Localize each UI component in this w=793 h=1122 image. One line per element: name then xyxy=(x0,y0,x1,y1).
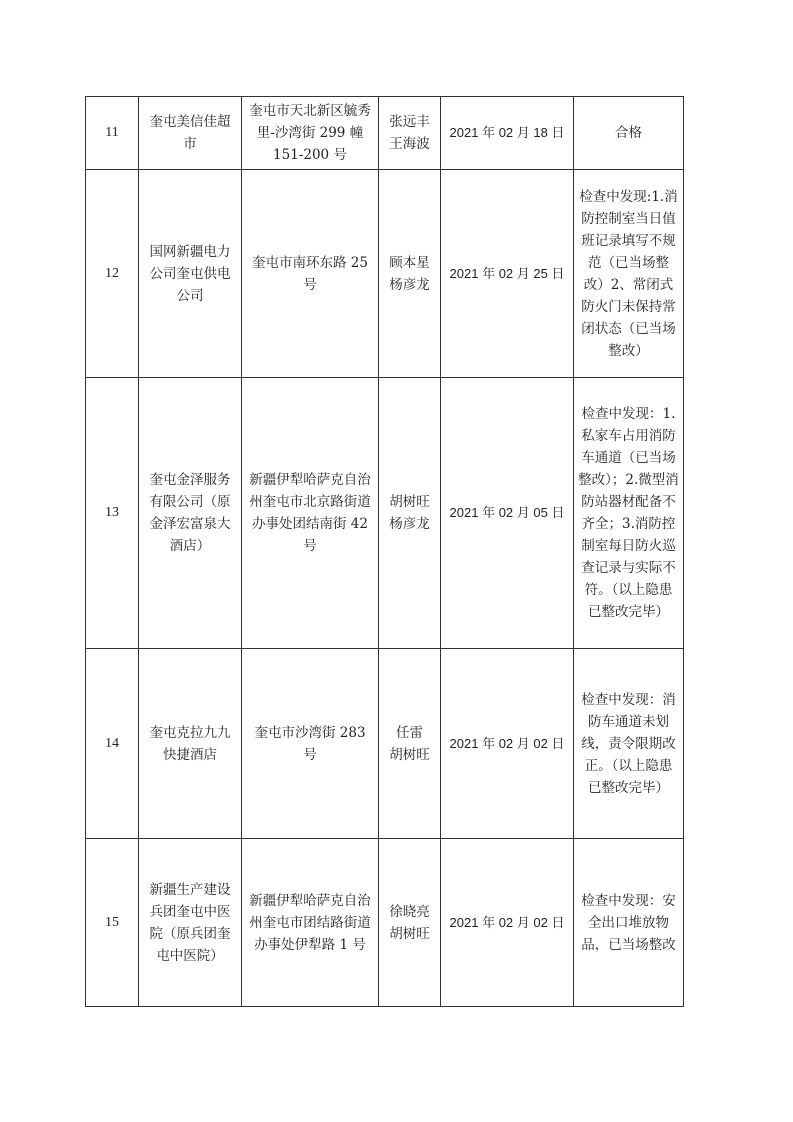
row-number: 15 xyxy=(86,839,139,1007)
inspection-date: 2021 年 02 月 02 日 xyxy=(441,839,574,1007)
inspector-name: 顾本星 xyxy=(389,254,430,271)
inspectors xyxy=(379,170,441,378)
unit-name: 新疆生产建设兵团奎屯中医院（原兵团奎屯中医院） xyxy=(139,839,242,1007)
inspectors xyxy=(379,649,441,839)
unit-name: 奎屯金泽服务有限公司（原金泽宏富泉大酒店） xyxy=(139,378,242,649)
inspection-result: 检查中发现：消防车通道未划线，责令限期改正。（以上隐患已整改完毕） xyxy=(574,649,684,839)
unit-address: 奎屯市天北新区毓秀里-沙湾街 299 幢 151-200 号 xyxy=(242,97,379,170)
inspection-date: 2021 年 02 月 02 日 xyxy=(441,649,574,839)
inspection-date: 2021 年 02 月 25 日 xyxy=(441,170,574,378)
unit-address: 新疆伊犁哈萨克自治州奎屯市团结路街道办事处伊犁路 1 号 xyxy=(242,839,379,1007)
inspector-name: 王海波 xyxy=(389,136,430,152)
unit-name: 奎屯美信佳超市 xyxy=(139,97,242,170)
unit-address: 奎屯市南环东路 25 号 xyxy=(242,170,379,378)
inspection-date: 2021 年 02 月 18 日 xyxy=(441,97,574,170)
inspection-result: 合格 xyxy=(574,97,684,170)
table-row xyxy=(86,378,684,649)
inspector-name: 胡树旺 xyxy=(389,925,430,942)
inspection-result: 检查中发现：安全出口堆放物品，已当场整改 xyxy=(574,839,684,1007)
inspector-name: 徐晓亮 xyxy=(389,903,430,920)
table-row xyxy=(86,649,684,839)
row-number: 11 xyxy=(86,97,139,170)
inspection-result: 检查中发现：1.私家车占用消防车通道（已当场整改）；2.微型消防站器材配备不齐全；3.消防控制室每日防火巡查记录与实际不符。（以上隐患已整改完毕） xyxy=(574,378,684,649)
row-number: 13 xyxy=(86,378,139,649)
unit-address: 奎屯市沙湾街 283 号 xyxy=(242,649,379,839)
row-number: 14 xyxy=(86,649,139,839)
inspectors xyxy=(379,97,441,170)
inspector-name: 杨彦龙 xyxy=(389,516,430,532)
unit-name: 国网新疆电力公司奎屯供电公司 xyxy=(139,170,242,378)
row-number: 12 xyxy=(86,170,139,378)
inspectors xyxy=(379,378,441,649)
table-row xyxy=(86,170,684,378)
inspector-name: 胡树旺 xyxy=(389,746,430,763)
unit-name: 奎屯克拉九九快捷酒店 xyxy=(139,649,242,839)
inspector-name: 张远丰 xyxy=(389,114,430,130)
table-row xyxy=(86,97,684,170)
inspection-date: 2021 年 02 月 05 日 xyxy=(441,378,574,649)
inspectors xyxy=(379,839,441,1007)
inspector-name: 胡树旺 xyxy=(389,494,430,510)
inspection-table xyxy=(85,96,684,1007)
inspection-result: 检查中发现:1.消防控制室当日值班记录填写不规范（已当场整改）2、常闭式防火门未保持常闭状态（已当场整改） xyxy=(574,170,684,378)
table-row xyxy=(86,839,684,1007)
inspector-name: 杨彦龙 xyxy=(389,276,430,293)
unit-address: 新疆伊犁哈萨克自治州奎屯市北京路街道办事处团结南街 42 号 xyxy=(242,378,379,649)
inspector-name: 任雷 xyxy=(396,724,423,741)
